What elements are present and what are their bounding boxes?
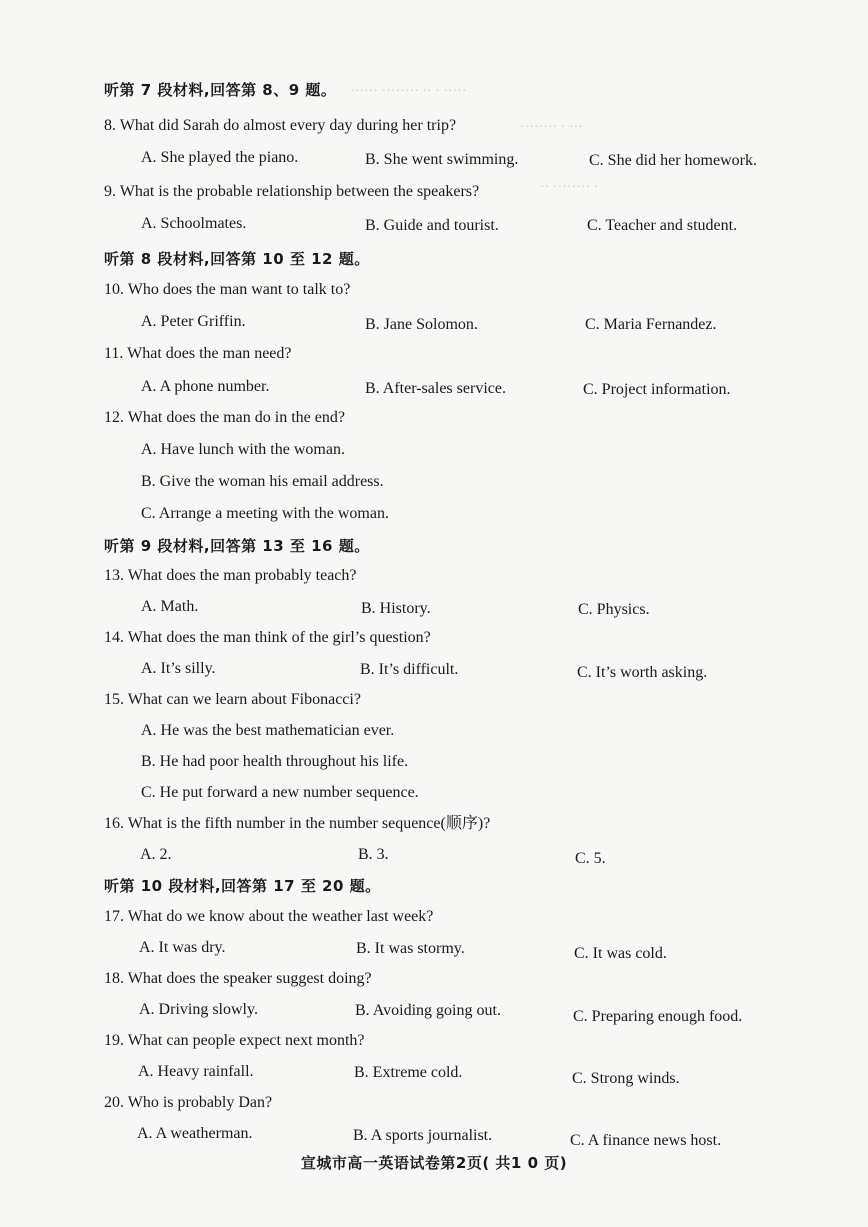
question-10: 10. Who does the man want to talk to? [104,281,351,298]
option-14b: B. It’s difficult. [360,661,459,678]
option-10a: A. Peter Griffin. [141,313,246,330]
option-13a: A. Math. [141,598,199,615]
option-11c: C. Project information. [583,381,731,398]
question-8: 8. What did Sarah do almost every day during her trip? [104,117,457,134]
question-18: 18. What does the speaker suggest doing? [104,970,372,987]
section-heading-9: 听第 9 段材料,回答第 13 至 16 题。 [104,537,370,555]
option-13b: B. History. [361,600,431,617]
option-17b: B. It was stormy. [356,940,465,957]
option-8c: C. She did her homework. [589,152,757,169]
question-12: 12. What does the man do in the end? [104,409,345,426]
question-14: 14. What does the man think of the girl’s question? [104,629,431,646]
option-9c: C. Teacher and student. [587,217,738,234]
page-footer: 宣城市高一英语试卷第2页( 共1 0 页) [300,1154,568,1172]
option-12b: B. Give the woman his email address. [141,473,384,490]
bleed-through-text: ·· ········ · [540,180,599,195]
bleed-through-text: ········ · ··· [520,120,583,135]
question-9: 9. What is the probable relationship between the speakers? [104,183,480,200]
bleed-through-text: ······ ········ ·· · ····· [350,84,467,99]
question-13: 13. What does the man probably teach? [104,567,357,584]
option-10c: C. Maria Fernandez. [585,316,717,333]
option-18c: C. Preparing enough food. [573,1008,743,1025]
question-20: 20. Who is probably Dan? [104,1094,273,1111]
option-19c: C. Strong winds. [572,1070,680,1087]
question-19: 19. What can people expect next month? [104,1032,365,1049]
question-17: 17. What do we know about the weather last week? [104,908,434,925]
option-20b: B. A sports journalist. [353,1127,493,1144]
option-8a: A. She played the piano. [141,149,299,166]
option-14c: C. It’s worth asking. [577,664,708,681]
option-18a: A. Driving slowly. [139,1001,258,1018]
option-19b: B. Extreme cold. [354,1064,463,1081]
option-9a: A. Schoolmates. [141,215,247,232]
option-12a: A. Have lunch with the woman. [141,441,345,458]
option-19a: A. Heavy rainfall. [138,1063,254,1080]
option-13c: C. Physics. [578,601,650,618]
question-15: 15. What can we learn about Fibonacci? [104,691,361,708]
option-17c: C. It was cold. [574,945,667,962]
section-heading-10: 听第 10 段材料,回答第 17 至 20 题。 [104,877,381,895]
question-16: 16. What is the fifth number in the number sequence(顺序)? [104,815,491,832]
option-14a: A. It’s silly. [141,660,216,677]
option-11a: A. A phone number. [141,378,270,395]
option-17a: A. It was dry. [139,939,226,956]
option-8b: B. She went swimming. [365,151,519,168]
option-9b: B. Guide and tourist. [365,217,499,234]
option-16c: C. 5. [575,850,606,867]
option-16a: A. 2. [140,846,172,863]
option-18b: B. Avoiding going out. [355,1002,501,1019]
section-heading-7: 听第 7 段材料,回答第 8、9 题。 [104,81,337,99]
option-10b: B. Jane Solomon. [365,316,478,333]
option-20a: A. A weatherman. [137,1125,253,1142]
section-heading-8: 听第 8 段材料,回答第 10 至 12 题。 [104,250,370,268]
option-16b: B. 3. [358,846,389,863]
option-12c: C. Arrange a meeting with the woman. [141,505,389,522]
option-15a: A. He was the best mathematician ever. [141,722,395,739]
option-15b: B. He had poor health throughout his life. [141,753,409,770]
question-11: 11. What does the man need? [104,345,292,362]
option-20c: C. A finance news host. [570,1132,722,1149]
option-15c: C. He put forward a new number sequence. [141,784,419,801]
option-11b: B. After-sales service. [365,380,506,397]
